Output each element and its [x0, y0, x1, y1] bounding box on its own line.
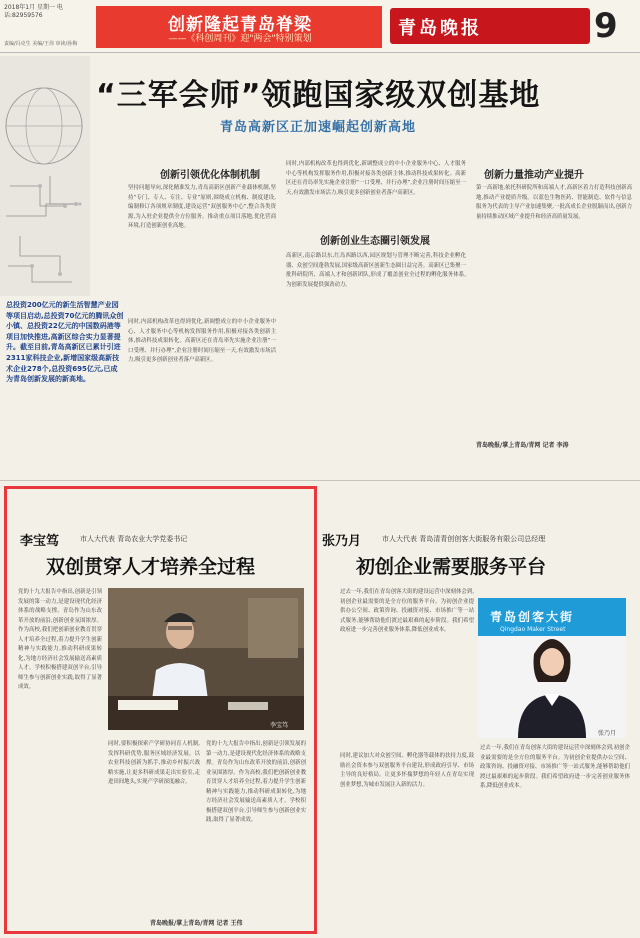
interview-body-left-3: 党的十九大报告中指出,创新是引领发展的第一动力,是建设现代化经济体系的战略支撑。青岛作为山东改革开放的前沿,创新创业氛围浓厚。作为高校,我们把创新创业教育贯穿人才培养全过程,着力提升学生创新精神与实践能力,推动科研成果转化,为地方经济社会发展输送高素质人才。学校积极搭建双创平台,引导师生参与创新创业实践,取得了显著成效。 [206, 741, 306, 823]
main-subheadline: 青岛高新区正加速崛起创新高地 [220, 120, 417, 135]
interview-headline-left: 双创贯穿人才培养全过程 [46, 556, 256, 578]
tech-globe-graphic [0, 56, 90, 296]
article-column-1b: 同时,内部机构改革也得到优化,新调整成立的中小企业服务中心、人才服务中心等机构发挥服务作用,积极对接各类创新主体,推动科技成果转化。高新区还在青岛率先实施企业注册“一口受理、并行办理”,企业注册时间压缩至一天,有效激发市场活力,吸引更多创新创业者落户高新区。 [128, 319, 276, 363]
photo-caption-right: 张乃月 [598, 730, 617, 737]
header-divider [0, 52, 640, 53]
interviewee-role-right: 市人大代表 青岛清青创创客大街服务有限公司总经理 [382, 535, 546, 543]
page-number: 9 [594, 6, 618, 46]
interview-credit-left: 青岛晚报/掌上青岛/青网 记者 王伟 [150, 920, 243, 927]
main-headline: “三军会师”领跑国家级双创基地 [96, 78, 541, 113]
interviewee-name-right: 张乃月 [322, 534, 362, 549]
interview-headline-right: 初创企业需要服务平台 [356, 556, 547, 578]
interviewee-name-left: 李宝笃 [20, 534, 60, 549]
section-heading-2: 创新创业生态圈引领发展 [320, 236, 430, 247]
article-column-1: 坚持问题导向,深化精准发力,青岛高新区创新产业载体机制,坚持“专门、专人、专注、专业”原则,围绕成立机构、制度建设,编制修订各项规章制度,建设运营“双创服务中心”,整合各类资源,为入驻企业提供全方位服务。推动重点项目落地,优化营商环境,打造创新创业高地。 [128, 185, 276, 229]
interview-body-left: 党的十九大报告中指出,创新是引领发展的第一动力,是建设现代化经济体系的战略支撑。青岛作为山东改革开放的前沿,创新创业氛围浓厚。作为高校,我们把创新创业教育贯穿人才培养全过程,着力提升学生创新精神与实践能力,推动科研成果转化,为地方经济社会发展输送高素质人才。学校积极搭建双创平台,引导师生参与创新创业实践,取得了显著成效。 [18, 589, 102, 690]
section-divider [0, 480, 640, 481]
section-heading-3: 创新力量推动产业提升 [484, 170, 584, 181]
editors-line: 责编/冯克生 美编/王伟 审读/孙梅 [4, 41, 78, 47]
paper-name: 青岛晚报 [398, 18, 482, 39]
banner-title: 创新隆起青岛脊梁 [168, 15, 312, 35]
article-column-2: 高新区,南京路以东,红岛西路以西,园区规划与管理不断完善,科技企业孵化器、众创空间蓬勃发展,国家级高新区创新生态圈日益完善。高新区已集聚一批科研院所、高端人才和创新团队,形成了覆盖创业全过程的孵化服务体系,为创新发展提供强劲动力。 [286, 253, 466, 288]
banner-subtitle: ——《科创周刊》迎"两会"特别策划 [168, 34, 312, 44]
article-column-2a: 同时,内部机构改革也得到优化,新调整成立的中小企业服务中心、人才服务中心等机构发挥服务作用,积极对接各类创新主体,推动科技成果转化。高新区还在青岛率先实施企业注册“一口受理、并行办理”,企业注册时间压缩至一天,有效激发市场活力,吸引更多创新创业者落户高新区。 [286, 161, 466, 196]
interview-body-right: 过去一年,我们在青岛创客大街的建设运营中深刻体会到,初创企业最需要的是全方位的服务平台。为初创企业提供办公空间、政策咨询、投融资对接、市场推广等一站式服务,能够帮助他们渡过最艰难的起步阶段。我们希望政府进一步完善创业服务体系,降低创业成本。 [340, 589, 474, 633]
article-credit: 青岛晚报/掌上青岛/青网 记者 李涛 [476, 442, 569, 449]
interview-body-right-3: 过去一年,我们在青岛创客大街的建设运营中深刻体会到,初创企业最需要的是全方位的服务平台。为初创企业提供办公空间、政策咨询、投融资对接、市场推广等一站式服务,能够帮助他们渡过最艰难的起步阶段。我们希望政府进一步完善创业服务体系,降低创业成本。 [480, 745, 630, 789]
interview-body-right-2: 同时,建议加大对众创空间、孵化器等载体的扶持力度,鼓励社会资本参与双创服务平台建设,形成政府引导、市场主导的良好格局。让更多怀揣梦想的年轻人在青岛实现创业梦想,为城市发展注入新的活力。 [340, 753, 474, 788]
article-column-3: 第一高新地,依托科研院所和高端人才,高新区着力打造科技创新高地,推动产业提质升级。以蓝色生物医药、智能制造、软件与信息服务为代表的主导产业加速集聚,一批高成长企业脱颖而出,创新力量持续推动区域产业提升和经济高质量发展。 [476, 185, 632, 220]
interview-body-left-2: 同时,要积极探索产学研协同育人机制,发挥科研优势,服务区域经济发展。以农业科技创新为抓手,推动乡村振兴战略实施,让更多科研成果走出实验室,走进田间地头,实现产学研深度融合。 [108, 741, 200, 785]
maker-street-sign-en: Qingdao Maker Street [500, 626, 566, 633]
maker-street-sign: 青岛创客大街 [490, 610, 575, 624]
issue-info: 2018年1月 星期一 电话:82959576 [4, 4, 63, 19]
interviewee-photo-left [108, 588, 304, 730]
interviewee-role-left: 市人大代表 青岛农业大学党委书记 [80, 535, 188, 543]
section-heading-1: 创新引领优化体制机制 [160, 170, 260, 181]
photo-caption-left: 李宝笃 [270, 722, 289, 729]
investment-summary: 总投资200亿元的新生活智慧产业园等项目启动,总投资70亿元的腾讯众创小镇、总投资22亿元的中国数码港等项目加快推进,高新区综合实力显著提升。截至目前,青岛高新区已累计引进2311家科技企业,新增国家级高新技术企业278个,总投资695亿元,已成为青岛创新发展的新高地。 [6, 301, 124, 384]
